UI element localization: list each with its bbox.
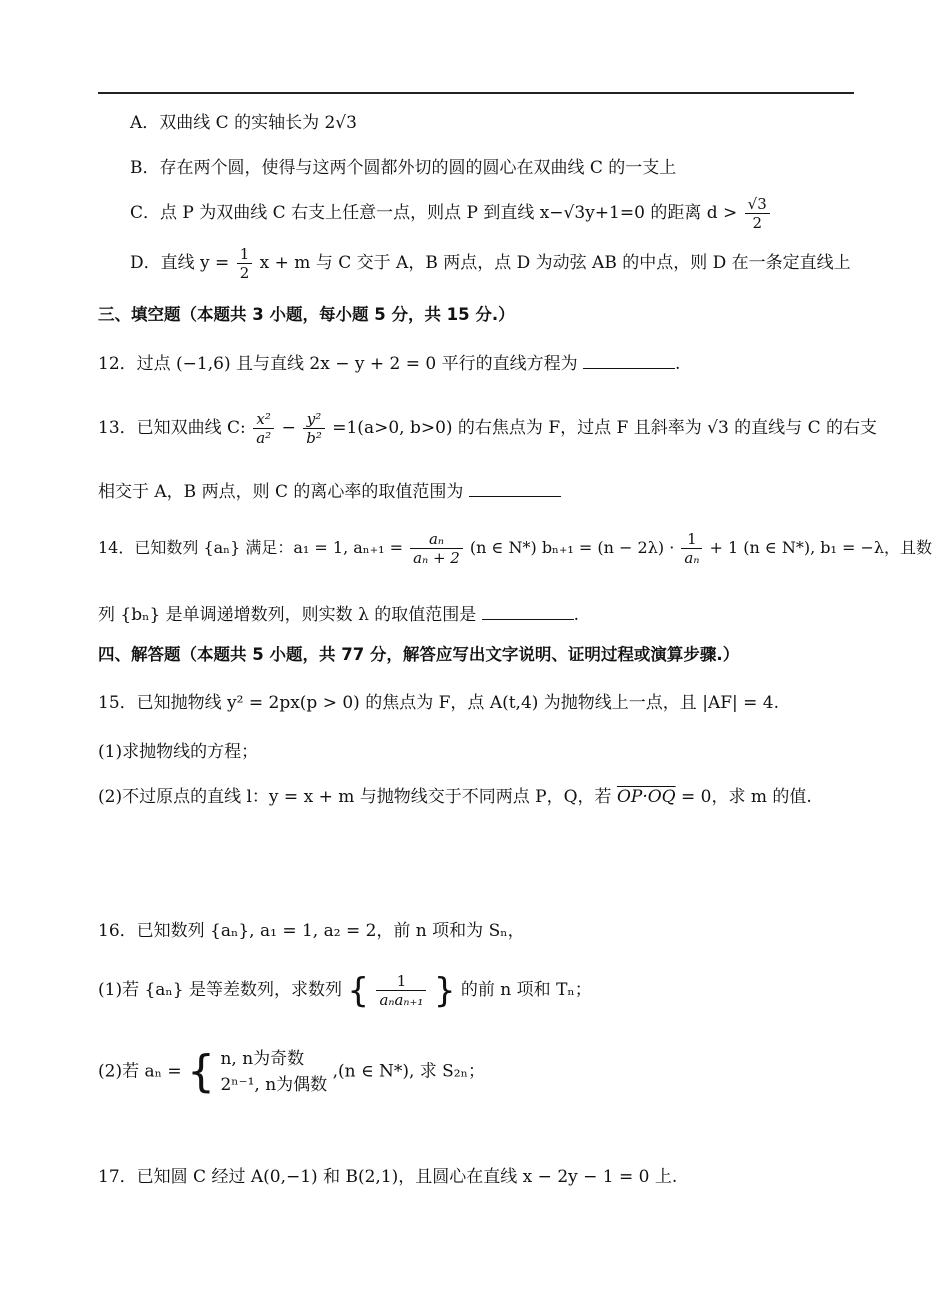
option-d-text-post: x + m 与 C 交于 A，B 两点，点 D 为动弦 AB 的中点，则 D 在一条定直线上 (259, 253, 851, 273)
question-14-mid: (n ∈ N*) bₙ₊₁ = (n − 2λ) · (469, 538, 675, 557)
fraction-1-anan1 (376, 972, 426, 1009)
question-14-tail: . (573, 605, 580, 625)
option-d (130, 245, 851, 282)
question-15-part1: (1)求抛物线的方程； (98, 742, 259, 762)
question-16-part2-pre: (2)若 aₙ = (98, 1061, 182, 1082)
option-a (130, 112, 357, 134)
question-14-post: + 1 (n ∈ N*), b₁ = −λ，且数 (709, 538, 933, 557)
fraction-denominator: aₙ + 2 (410, 548, 463, 567)
question-13 (98, 410, 877, 447)
question-15-part2-pre: (2)不过原点的直线 l：y = x + m 与抛物线交于不同两点 P，Q，若 (98, 787, 612, 807)
option-b (130, 157, 676, 179)
question-17: 17．已知圆 C 经过 A(0,−1) 和 B(2,1)，且圆心在直线 x − 2y − 1 = 0 上. (98, 1167, 678, 1187)
question-16-part1-post: 的前 n 项和 Tₙ； (460, 980, 592, 1000)
question-13-line2 (98, 480, 561, 503)
fraction-numerator: 1 (396, 972, 407, 990)
fraction-denominator: aₙaₙ₊₁ (376, 990, 426, 1009)
top-rule (98, 92, 854, 94)
question-12-tail: . (675, 354, 681, 374)
fraction-denominator: aₙ (681, 548, 702, 567)
option-b-text: B．存在两个圆，使得与这两个圆都外切的圆的圆心在双曲线 C 的一支上 (130, 158, 677, 178)
fraction-numerator: 1 (687, 530, 697, 548)
question-13-line2-text: 相交于 A，B 两点，则 C 的离心率的取值范围为 (98, 482, 464, 502)
minus-sign: − (281, 418, 296, 438)
section-3-heading: 三、填空题（本题共 3 小题，每小题 5 分，共 15 分.） (98, 305, 515, 324)
fraction-numerator: aₙ (428, 530, 444, 548)
fraction-x2-a2 (253, 410, 274, 447)
option-c (130, 195, 772, 232)
fraction-numerator: x² (256, 410, 271, 428)
question-12 (98, 352, 680, 375)
fraction-numerator: √3 (747, 195, 767, 213)
fraction-denominator: 2 (745, 213, 770, 232)
option-c-fraction (745, 195, 770, 232)
fraction-numerator: 1 (239, 245, 250, 263)
question-16: 16．已知数列 {aₙ}, a₁ = 1, a₂ = 2，前 n 项和为 Sₙ， (98, 921, 525, 941)
vector-dot-product: OP·OQ (616, 787, 676, 807)
fraction-denominator: a² (253, 428, 274, 447)
fraction-an-an-plus-2 (410, 530, 463, 567)
left-brace: { (347, 970, 370, 1011)
question-14-line2 (98, 603, 579, 626)
question-16-part1-pre: (1)若 {aₙ} 是等差数列，求数列 (98, 980, 343, 1000)
question-13-post: =1(a>0, b>0) 的右焦点为 F，过点 F 且斜率为 √3 的直线与 C 的右支 (332, 418, 877, 438)
option-d-fraction (237, 245, 253, 282)
option-c-text: C．点 P 为双曲线 C 右支上任意一点，则点 P 到直线 x−√3y+1=0 的距离 d > (130, 203, 738, 223)
question-14-pre: 14．已知数列 {aₙ} 满足：a₁ = 1, aₙ₊₁ = (98, 538, 404, 557)
fraction-denominator: b² (303, 428, 325, 447)
question-15: 15．已知抛物线 y² = 2px(p > 0) 的焦点为 F，点 A(t,4) 为抛物线上一点，且 |AF| = 4. (98, 693, 780, 713)
fraction-denominator: 2 (237, 263, 253, 282)
question-15-part2 (98, 786, 812, 808)
fraction-numerator: y² (306, 410, 322, 428)
piecewise-cases (220, 1046, 327, 1098)
fraction-y2-b2 (303, 410, 325, 447)
answer-blank (482, 603, 574, 620)
question-16-part2-post: ,(n ∈ N*), 求 S₂ₙ； (332, 1061, 485, 1082)
option-a-text: A．双曲线 C 的实轴长为 2√3 (130, 113, 357, 133)
right-brace: } (433, 970, 456, 1011)
question-13-pre: 13．已知双曲线 C: (98, 418, 246, 438)
fraction-1-an (681, 530, 702, 567)
section-4-heading: 四、解答题（本题共 5 小题，共 77 分，解答应写出文字说明、证明过程或演算步骤.） (98, 645, 740, 664)
answer-blank (583, 352, 675, 369)
question-16-part1 (98, 972, 592, 1009)
question-15-part2-post: = 0，求 m 的值. (681, 787, 812, 807)
question-12-text: 12．过点 (−1,6) 且与直线 2x − y + 2 = 0 平行的直线方程为 (98, 354, 578, 374)
answer-blank (469, 480, 561, 497)
question-16-part2 (98, 1046, 485, 1098)
left-brace: { (187, 1046, 216, 1097)
question-14 (98, 530, 932, 567)
case-odd: n, n为奇数 (220, 1049, 305, 1069)
question-14-line2-text: 列 {bₙ} 是单调递增数列，则实数 λ 的取值范围是 (98, 605, 477, 625)
option-d-text-pre: D．直线 y = (130, 253, 230, 273)
case-even: 2ⁿ⁻¹, n为偶数 (220, 1075, 328, 1095)
